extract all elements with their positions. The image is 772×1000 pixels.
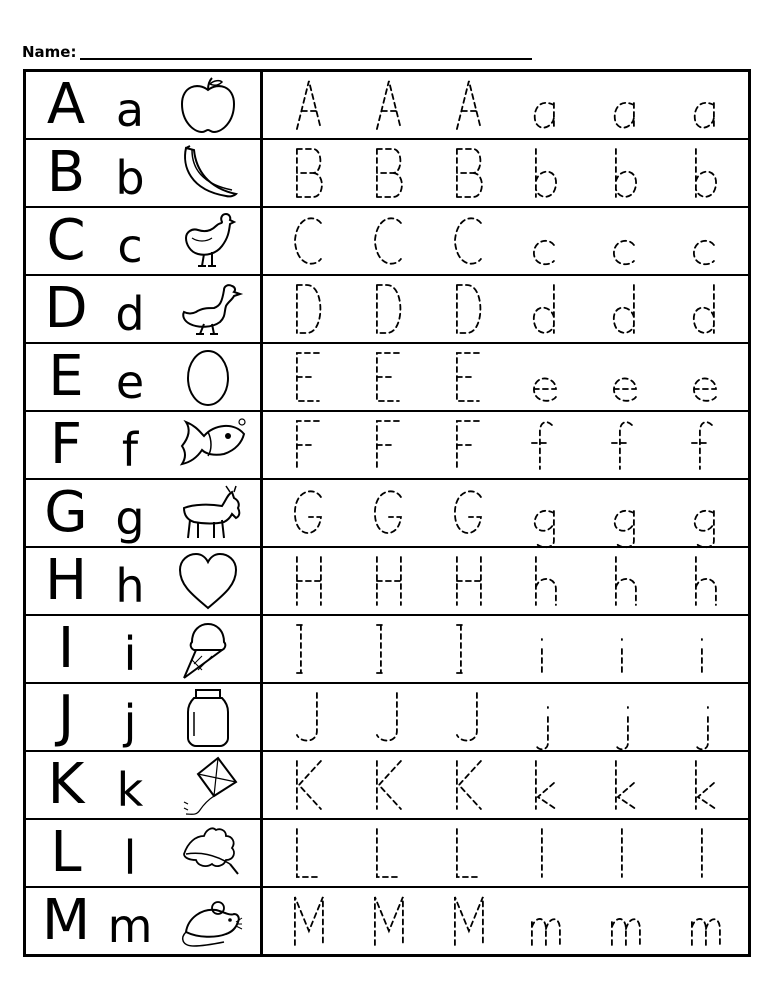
tracing-area[interactable]: [263, 140, 748, 206]
letter-row-j: [26, 684, 748, 752]
name-field[interactable]: [22, 36, 542, 60]
dashed-lowercase-trace-l[interactable]: [588, 823, 668, 883]
dashed-uppercase-trace-e[interactable]: [269, 347, 349, 407]
dashed-lowercase-trace-a[interactable]: [508, 75, 588, 135]
letter-model-cell: [26, 72, 263, 138]
dashed-lowercase-trace-j[interactable]: [588, 687, 668, 747]
dashed-lowercase-trace-l[interactable]: [668, 823, 748, 883]
tracing-area[interactable]: [263, 276, 748, 342]
leaf-icon: [164, 823, 252, 883]
dashed-uppercase-trace-b[interactable]: [429, 143, 509, 203]
lowercase-letter: j: [123, 695, 137, 749]
dashed-lowercase-trace-g[interactable]: [508, 483, 588, 543]
tracing-area[interactable]: [263, 752, 748, 818]
apple-icon: [164, 75, 252, 135]
uppercase-letter: B: [46, 140, 86, 205]
dashed-uppercase-trace-g[interactable]: [429, 483, 509, 543]
uppercase-letter: L: [50, 820, 82, 885]
tracing-area[interactable]: [263, 616, 748, 682]
lowercase-letter: b: [115, 151, 145, 205]
dashed-lowercase-trace-b[interactable]: [588, 143, 668, 203]
dashed-uppercase-trace-i[interactable]: [349, 619, 429, 679]
dashed-uppercase-trace-f[interactable]: [349, 415, 429, 475]
uppercase-letter: F: [49, 412, 83, 477]
dashed-lowercase-trace-f[interactable]: [668, 415, 748, 475]
dashed-uppercase-trace-m[interactable]: [269, 891, 349, 951]
letter-row-h: [26, 548, 748, 616]
dashed-lowercase-trace-e[interactable]: [668, 347, 748, 407]
dashed-uppercase-trace-j[interactable]: [269, 687, 349, 747]
dashed-uppercase-trace-a[interactable]: [269, 75, 349, 135]
dashed-uppercase-trace-i[interactable]: [269, 619, 349, 679]
dashed-uppercase-trace-b[interactable]: [349, 143, 429, 203]
dashed-uppercase-trace-m[interactable]: [349, 891, 429, 951]
dashed-lowercase-trace-j[interactable]: [508, 687, 588, 747]
dashed-lowercase-trace-k[interactable]: [588, 755, 668, 815]
jar-icon: [164, 687, 252, 747]
tracing-area[interactable]: [263, 684, 748, 750]
dashed-lowercase-trace-g[interactable]: [588, 483, 668, 543]
dashed-uppercase-trace-b[interactable]: [269, 143, 349, 203]
dashed-lowercase-trace-d[interactable]: [588, 279, 668, 339]
dashed-uppercase-trace-f[interactable]: [269, 415, 349, 475]
lowercase-letter: h: [115, 559, 145, 613]
dashed-uppercase-trace-l[interactable]: [269, 823, 349, 883]
dashed-lowercase-trace-j[interactable]: [668, 687, 748, 747]
letter-row-m: [26, 888, 748, 954]
name-label: Name:: [22, 43, 77, 61]
dashed-uppercase-trace-c[interactable]: [269, 211, 349, 271]
dashed-uppercase-trace-k[interactable]: [269, 755, 349, 815]
dashed-uppercase-trace-f[interactable]: [429, 415, 509, 475]
letter-model-cell: [26, 752, 263, 818]
lowercase-letter: d: [115, 287, 145, 341]
dashed-uppercase-trace-j[interactable]: [349, 687, 429, 747]
dashed-lowercase-trace-f[interactable]: [508, 415, 588, 475]
letter-model-cell: [26, 208, 263, 274]
uppercase-letter: C: [46, 208, 86, 273]
uppercase-letter: K: [47, 752, 85, 817]
tracing-area[interactable]: [263, 820, 748, 886]
name-blank-line[interactable]: [80, 44, 532, 60]
uppercase-letter: E: [48, 344, 84, 409]
dashed-uppercase-trace-h[interactable]: [269, 551, 349, 611]
dashed-lowercase-trace-h[interactable]: [668, 551, 748, 611]
dashed-uppercase-trace-c[interactable]: [349, 211, 429, 271]
egg-icon: [164, 347, 252, 407]
uppercase-letter: M: [41, 888, 91, 953]
tracing-area[interactable]: [263, 412, 748, 478]
duck-icon: [164, 279, 252, 339]
uppercase-letter: H: [44, 548, 88, 613]
dashed-lowercase-trace-l[interactable]: [508, 823, 588, 883]
dashed-lowercase-trace-i[interactable]: [668, 619, 748, 679]
tracing-area[interactable]: [263, 72, 748, 138]
letter-model-cell: [26, 480, 263, 546]
dashed-lowercase-trace-h[interactable]: [508, 551, 588, 611]
dashed-uppercase-trace-e[interactable]: [429, 347, 509, 407]
dashed-uppercase-trace-g[interactable]: [269, 483, 349, 543]
letter-model-cell: [26, 276, 263, 342]
uppercase-letter: A: [46, 72, 86, 137]
kite-icon: [164, 755, 252, 815]
goat-icon: [164, 483, 252, 543]
dashed-uppercase-trace-d[interactable]: [269, 279, 349, 339]
dashed-uppercase-trace-a[interactable]: [429, 75, 509, 135]
letter-row-d: [26, 276, 748, 344]
dashed-lowercase-trace-e[interactable]: [508, 347, 588, 407]
tracing-worksheet: [23, 69, 751, 957]
lowercase-letter: a: [115, 83, 145, 137]
lowercase-letter: f: [121, 423, 139, 477]
letter-model-cell: [26, 888, 263, 954]
tracing-area[interactable]: [263, 344, 748, 410]
letter-row-i: [26, 616, 748, 684]
dashed-lowercase-trace-k[interactable]: [508, 755, 588, 815]
letter-row-e: [26, 344, 748, 412]
dashed-lowercase-trace-d[interactable]: [668, 279, 748, 339]
uppercase-letter: J: [57, 684, 75, 749]
lowercase-letter: m: [107, 899, 153, 953]
dashed-lowercase-trace-c[interactable]: [508, 211, 588, 271]
dashed-lowercase-trace-m[interactable]: [668, 891, 748, 951]
dashed-lowercase-trace-k[interactable]: [668, 755, 748, 815]
fish-icon: [164, 415, 252, 475]
dashed-lowercase-trace-f[interactable]: [588, 415, 668, 475]
letter-row-f: [26, 412, 748, 480]
dashed-lowercase-trace-a[interactable]: [588, 75, 668, 135]
dashed-lowercase-trace-d[interactable]: [508, 279, 588, 339]
letter-model-cell: [26, 548, 263, 614]
dashed-uppercase-trace-h[interactable]: [349, 551, 429, 611]
dashed-uppercase-trace-d[interactable]: [429, 279, 509, 339]
dashed-lowercase-trace-c[interactable]: [668, 211, 748, 271]
dashed-uppercase-trace-j[interactable]: [429, 687, 509, 747]
letter-model-cell: [26, 684, 263, 750]
dashed-uppercase-trace-d[interactable]: [349, 279, 429, 339]
uppercase-letter: G: [44, 480, 88, 545]
chicken-icon: [164, 211, 252, 271]
dashed-lowercase-trace-b[interactable]: [508, 143, 588, 203]
dashed-uppercase-trace-e[interactable]: [349, 347, 429, 407]
tracing-area[interactable]: [263, 480, 748, 546]
tracing-area[interactable]: [263, 548, 748, 614]
lowercase-letter: e: [115, 355, 145, 409]
dashed-lowercase-trace-m[interactable]: [588, 891, 668, 951]
dashed-lowercase-trace-c[interactable]: [588, 211, 668, 271]
letter-row-l: [26, 820, 748, 888]
dashed-lowercase-trace-m[interactable]: [508, 891, 588, 951]
lowercase-letter: c: [117, 219, 143, 273]
dashed-lowercase-trace-b[interactable]: [668, 143, 748, 203]
dashed-lowercase-trace-e[interactable]: [588, 347, 668, 407]
letter-row-k: [26, 752, 748, 820]
letter-row-g: [26, 480, 748, 548]
dashed-uppercase-trace-a[interactable]: [349, 75, 429, 135]
dashed-uppercase-trace-l[interactable]: [429, 823, 509, 883]
dashed-lowercase-trace-h[interactable]: [588, 551, 668, 611]
letter-row-c: [26, 208, 748, 276]
letter-row-a: [26, 72, 748, 140]
letter-model-cell: [26, 412, 263, 478]
letter-model-cell: [26, 820, 263, 886]
uppercase-letter: D: [44, 276, 88, 341]
dashed-lowercase-trace-i[interactable]: [588, 619, 668, 679]
banana-icon: [164, 143, 252, 203]
dashed-lowercase-trace-g[interactable]: [668, 483, 748, 543]
dashed-uppercase-trace-g[interactable]: [349, 483, 429, 543]
dashed-uppercase-trace-i[interactable]: [429, 619, 509, 679]
heart-icon: [164, 551, 252, 611]
letter-row-b: [26, 140, 748, 208]
letter-model-cell: [26, 616, 263, 682]
dashed-uppercase-trace-k[interactable]: [349, 755, 429, 815]
tracing-area[interactable]: [263, 888, 748, 954]
dashed-uppercase-trace-h[interactable]: [429, 551, 509, 611]
dashed-lowercase-trace-i[interactable]: [508, 619, 588, 679]
dashed-lowercase-trace-a[interactable]: [668, 75, 748, 135]
dashed-uppercase-trace-m[interactable]: [429, 891, 509, 951]
lowercase-letter: k: [116, 763, 144, 817]
lowercase-letter: i: [123, 627, 137, 681]
letter-model-cell: [26, 140, 263, 206]
dashed-uppercase-trace-k[interactable]: [429, 755, 509, 815]
lowercase-letter: l: [123, 831, 137, 885]
dashed-uppercase-trace-l[interactable]: [349, 823, 429, 883]
uppercase-letter: I: [57, 616, 75, 681]
letter-model-cell: [26, 344, 263, 410]
lowercase-letter: g: [115, 491, 145, 545]
ice-cream-icon: [164, 619, 252, 679]
mouse-icon: [164, 891, 252, 951]
dashed-uppercase-trace-c[interactable]: [429, 211, 509, 271]
tracing-area[interactable]: [263, 208, 748, 274]
